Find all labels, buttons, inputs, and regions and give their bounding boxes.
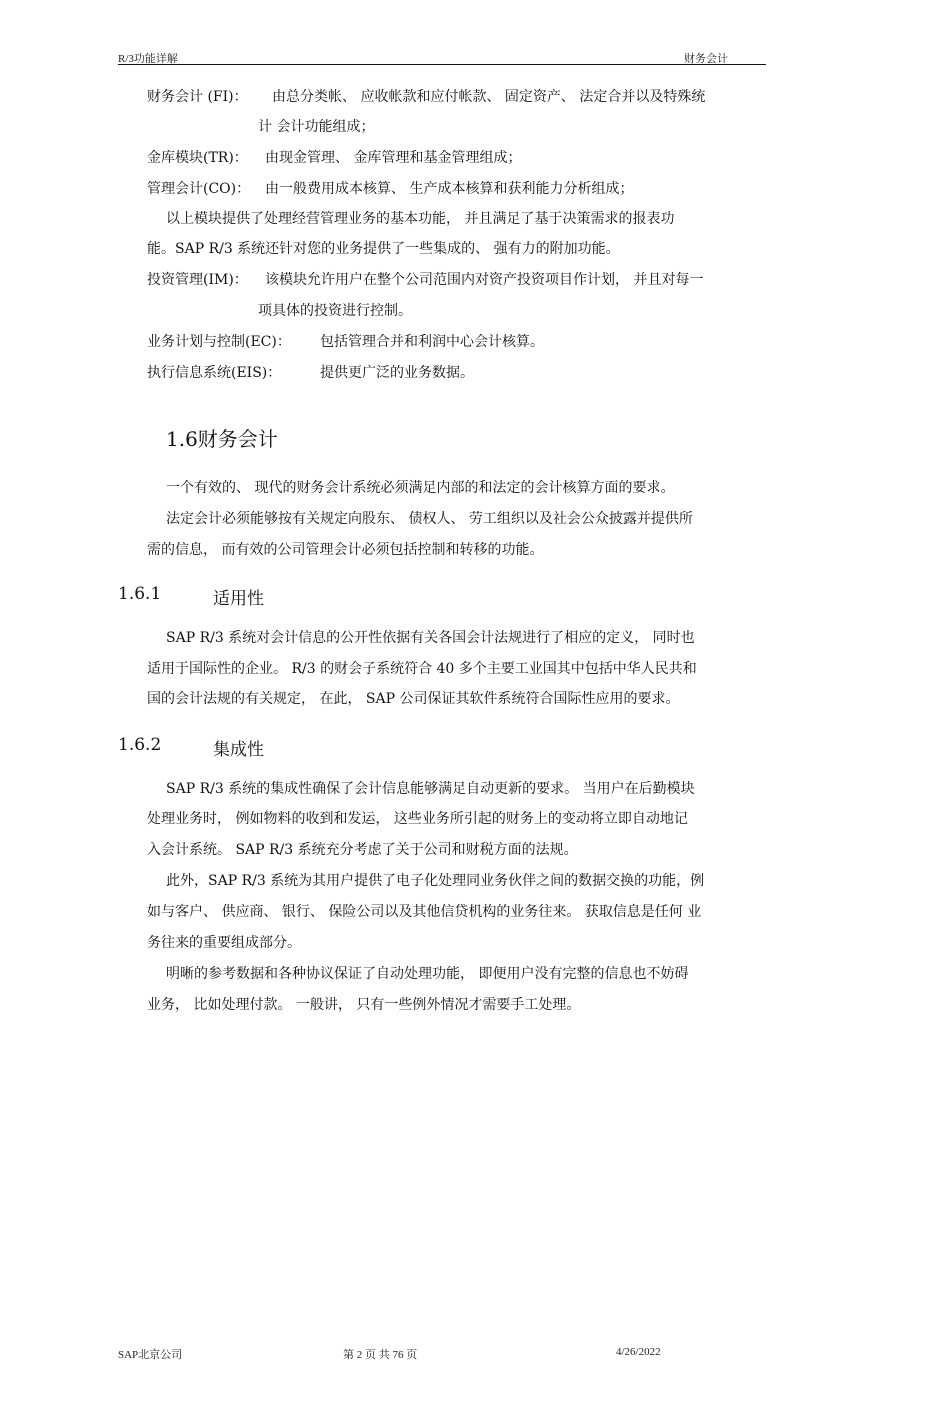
intro-line-1: 以上模块提供了处理经营管理业务的基本功能， 并且满足了基于决策需求的报表功 bbox=[166, 211, 675, 227]
module-tr-label: 金库模块(TR)： bbox=[147, 150, 248, 166]
sub1-line-3: 国的会计法规的有关规定， 在此， SAP 公司保证其软件系统符合国际性应用的要求。 bbox=[147, 691, 680, 707]
footer-page-number: 第 2 页 共 76 页 bbox=[343, 1349, 418, 1361]
sub1-line-1: SAP R/3 系统对会计信息的公开性依据有关各国会计法规进行了相应的定义， 同时也 bbox=[166, 630, 695, 646]
sub2-line-1: SAP R/3 系统的集成性确保了会计信息能够满足自动更新的要求。 当用户在后勤模块 bbox=[166, 781, 695, 797]
sub1-line-2: 适用于国际性的企业。 R/3 的财会子系统符合 40 多个主要工业国其中包括中华人民共和 bbox=[147, 661, 697, 677]
subsection-1-number: 1.6.1 bbox=[118, 584, 162, 604]
subsection-2-number: 1.6.2 bbox=[118, 735, 162, 755]
sub2-line-2: 处理业务时， 例如物料的收到和发运， 这些业务所引起的财务上的变动将立即自动地记 bbox=[147, 811, 688, 827]
sub2-line-5: 如与客户、 供应商、 银行、 保险公司以及其他信贷机构的业务往来。 获取信息是任何 业 bbox=[147, 904, 702, 920]
header-chapter: 财务会计 bbox=[684, 53, 728, 65]
subsection-2-title: 集成性 bbox=[213, 740, 264, 760]
footer-date: 4/26/2022 bbox=[616, 1346, 661, 1358]
header-rule bbox=[118, 64, 766, 65]
module-ec-label: 业务计划与控制(EC)： bbox=[147, 334, 291, 350]
sub2-line-6: 务往来的重要组成部分。 bbox=[147, 935, 301, 951]
sub2-line-4: 此外，SAP R/3 系统为其用户提供了电子化处理同业务伙伴之间的数据交换的功能，例 bbox=[166, 873, 705, 889]
footer-company: SAP北京公司 bbox=[118, 1349, 183, 1361]
section-para-line-1: 一个有效的、 现代的财务会计系统必须满足内部的和法定的会计核算方面的要求。 bbox=[166, 480, 675, 496]
module-co-label: 管理会计(CO)： bbox=[147, 181, 251, 197]
sub2-line-8: 业务， 比如处理付款。 一般讲， 只有一些例外情况才需要手工处理。 bbox=[147, 997, 581, 1013]
section-para-line-2: 法定会计必须能够按有关规定向股东、 债权人、 劳工组织以及社会公众披露并提供所 bbox=[166, 511, 693, 527]
module-im-label: 投资管理(IM)： bbox=[147, 272, 248, 288]
section-title: 1.6财务会计 bbox=[166, 427, 278, 451]
section-para-line-3: 需的信息， 而有效的公司管理会计必须包括控制和转移的功能。 bbox=[147, 542, 544, 558]
module-im-text: 该模块允许用户在整个公司范围内对资产投资项目作计划， 并且对每一 bbox=[265, 272, 704, 288]
header-doc-title: R/3功能详解 bbox=[118, 53, 178, 65]
module-eis-label: 执行信息系统(EIS)： bbox=[147, 365, 282, 381]
module-eis-text: 提供更广泛的业务数据。 bbox=[320, 365, 474, 381]
module-fi-label: 财务会计 (FI)： bbox=[147, 89, 248, 105]
module-im-text-cont: 项具体的投资进行控制。 bbox=[258, 303, 412, 319]
module-tr-text: 由现金管理、 金库管理和基金管理组成； bbox=[265, 150, 522, 166]
sub2-line-3: 入会计系统。 SAP R/3 系统充分考虑了关于公司和财税方面的法规。 bbox=[147, 842, 578, 858]
intro-line-2: 能。SAP R/3 系统还针对您的业务提供了一些集成的、 强有力的附加功能。 bbox=[147, 241, 620, 257]
subsection-1-title: 适用性 bbox=[213, 589, 264, 609]
module-ec-text: 包括管理合并和利润中心会计核算。 bbox=[320, 334, 544, 350]
module-fi-text: 由总分类帐、 应收帐款和应付帐款、 固定资产、 法定合并以及特殊统 bbox=[272, 89, 706, 105]
module-fi-text-cont: 计 会计功能组成； bbox=[258, 119, 375, 135]
module-co-text: 由一般费用成本核算、 生产成本核算和获利能力分析组成； bbox=[265, 181, 634, 197]
sub2-line-7: 明晰的参考数据和各种协议保证了自动处理功能， 即便用户没有完整的信息也不妨碍 bbox=[166, 966, 689, 982]
